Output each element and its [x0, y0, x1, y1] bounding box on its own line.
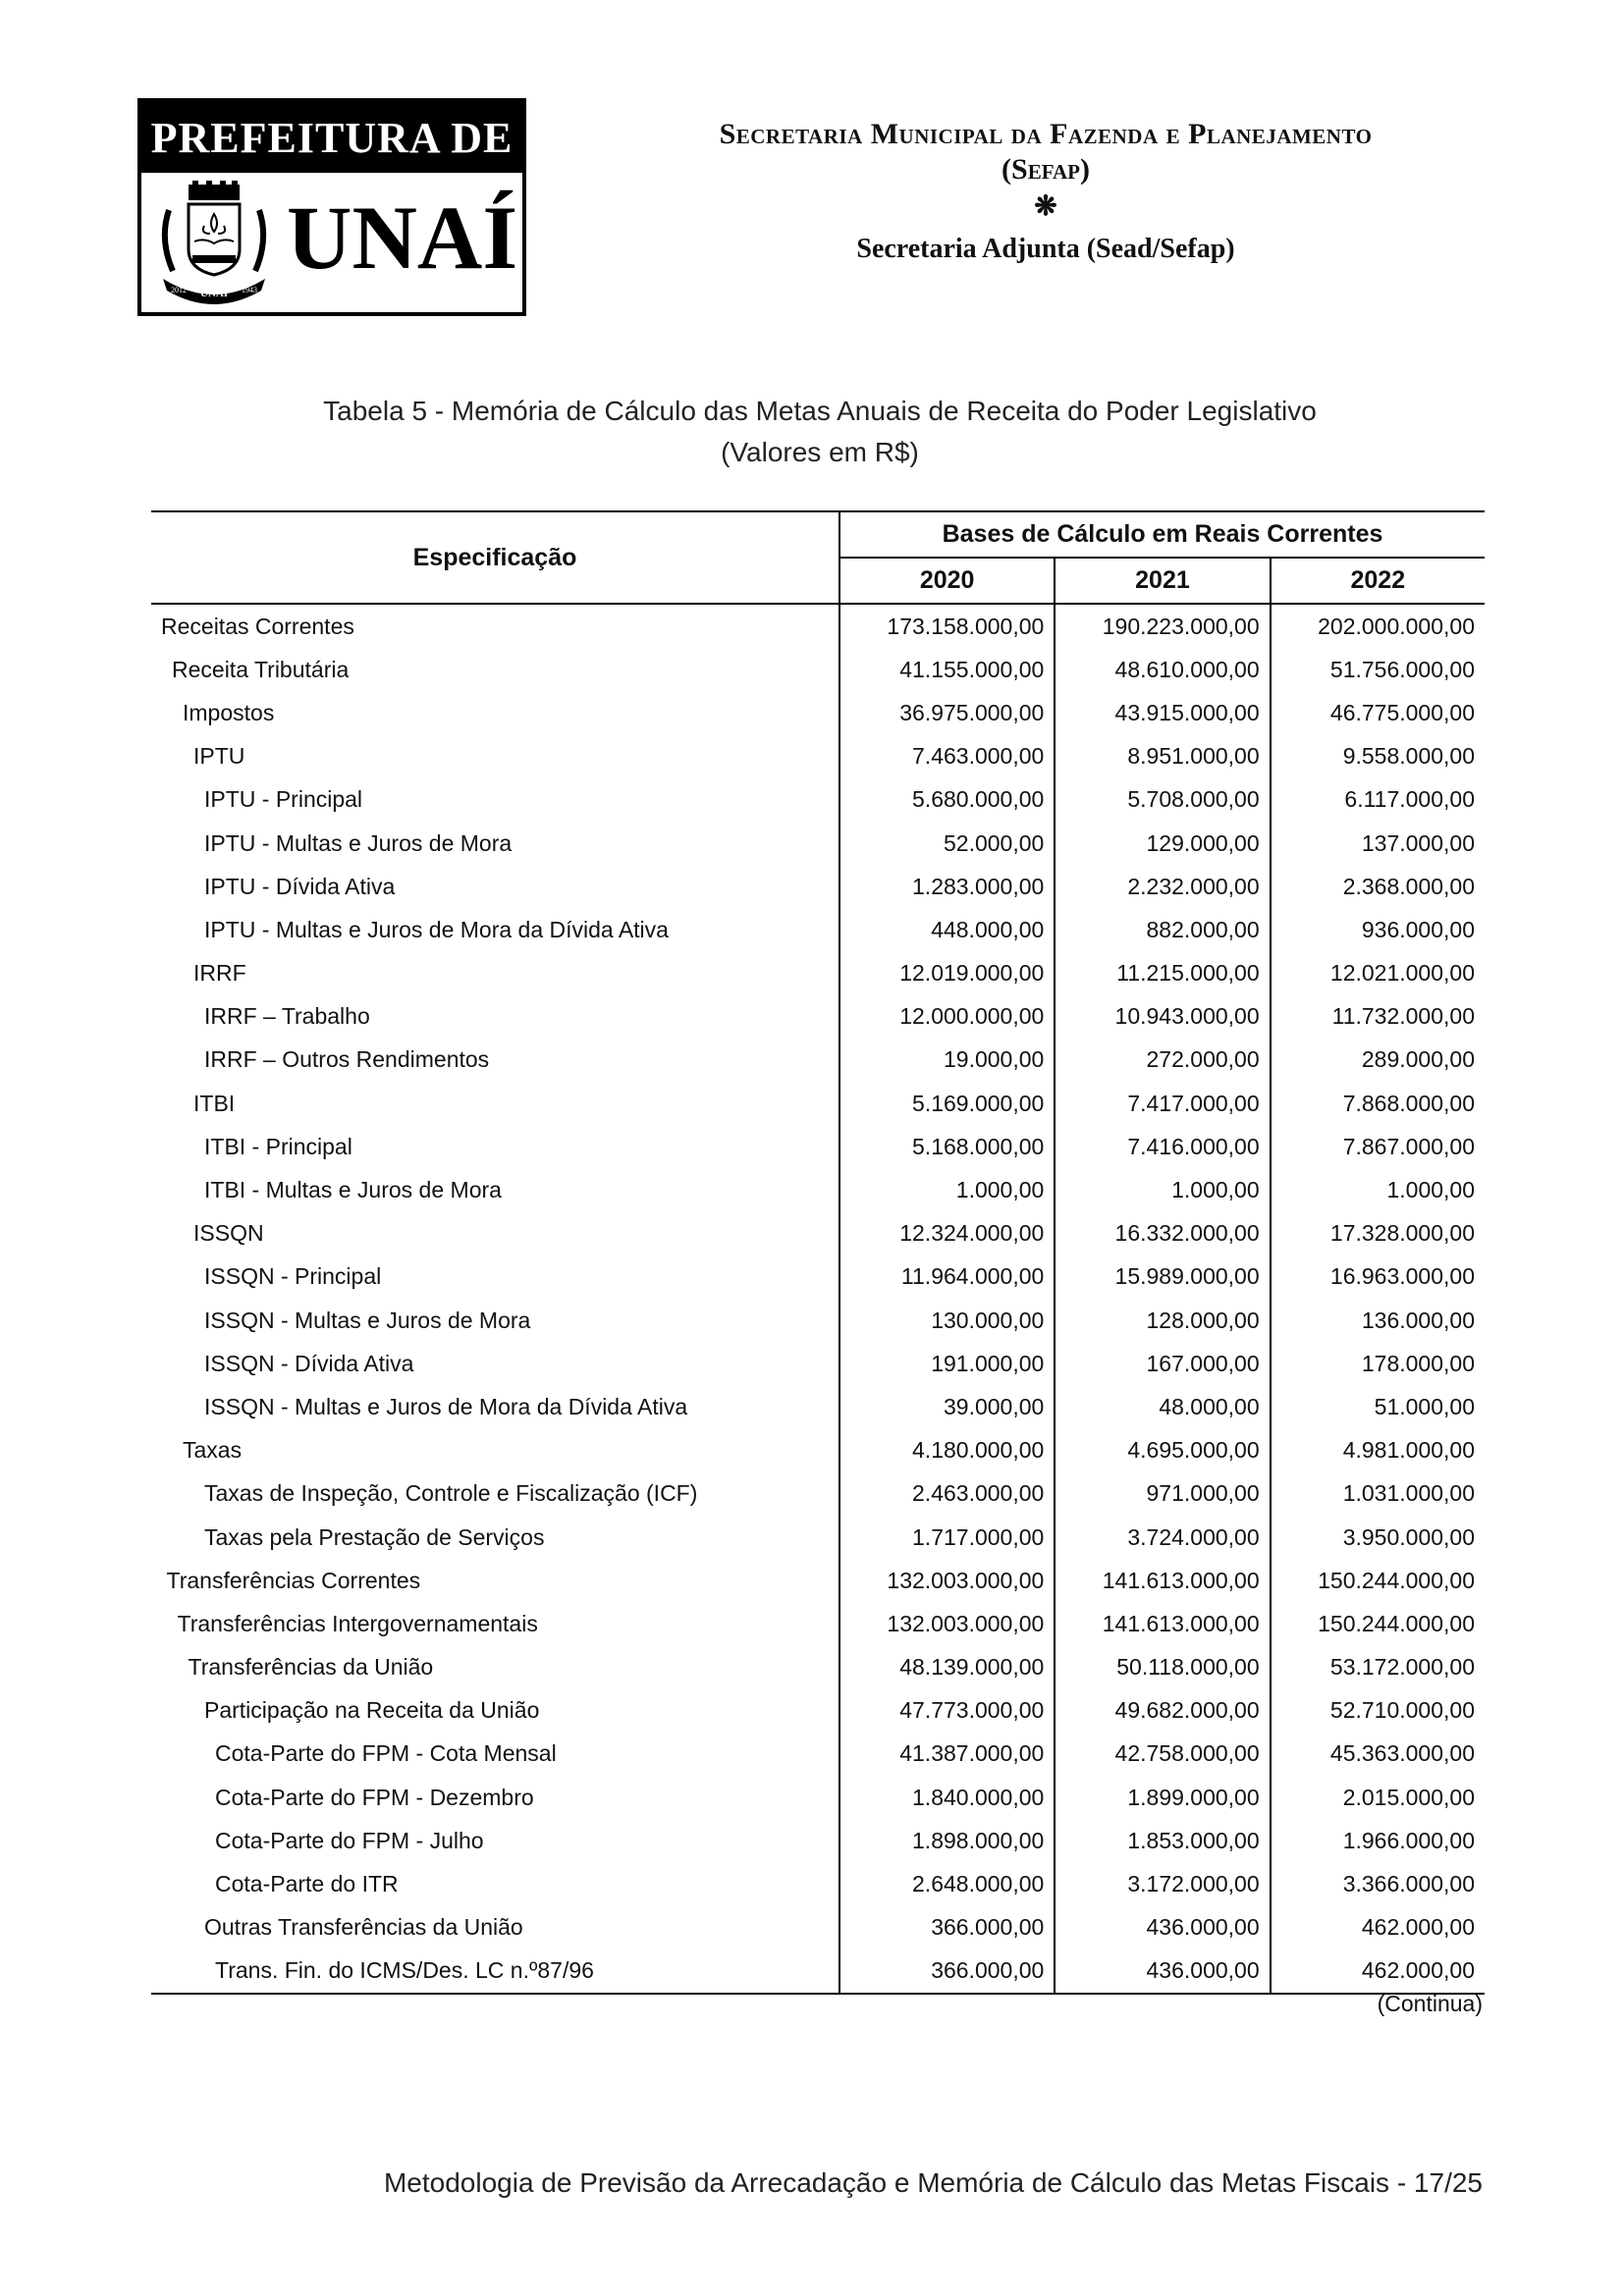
row-value-2022: 936.000,00 — [1271, 908, 1485, 951]
row-value-2020: 7.463.000,00 — [839, 735, 1055, 778]
row-value-2020: 366.000,00 — [839, 1906, 1055, 1949]
row-value-2020: 1.840.000,00 — [839, 1776, 1055, 1819]
row-label: Taxas de Inspeção, Controle e Fiscalização (ICF) — [204, 1480, 698, 1507]
row-value-2021: 43.915.000,00 — [1055, 691, 1270, 734]
table-row — [151, 1472, 1485, 1516]
row-value-2022: 11.732.000,00 — [1271, 995, 1485, 1039]
row-label: IRRF – Outros Rendimentos — [204, 1046, 490, 1073]
row-value-2021: 3.724.000,00 — [1055, 1516, 1270, 1559]
row-value-2020: 2.648.000,00 — [839, 1862, 1055, 1905]
row-value-2021: 190.223.000,00 — [1055, 604, 1270, 648]
crest-year-left: 2012 — [171, 286, 187, 294]
row-value-2021: 1.000,00 — [1055, 1168, 1270, 1211]
row-value-2021: 16.332.000,00 — [1055, 1212, 1270, 1255]
row-value-2022: 1.031.000,00 — [1271, 1472, 1485, 1516]
row-value-2022: 136.000,00 — [1271, 1299, 1485, 1342]
table-row — [151, 822, 1485, 865]
row-label: ITBI - Multas e Juros de Mora — [204, 1177, 502, 1203]
crest-year-right: 1943 — [242, 286, 257, 294]
row-value-2021: 141.613.000,00 — [1055, 1559, 1270, 1602]
prefeitura-logo — [137, 98, 526, 316]
row-label: Cota-Parte do FPM - Dezembro — [215, 1784, 534, 1810]
row-value-2020: 12.019.000,00 — [839, 952, 1055, 995]
table-row — [151, 1949, 1485, 1994]
table-row — [151, 648, 1485, 691]
table-title — [147, 391, 1492, 473]
row-value-2022: 6.117.000,00 — [1271, 778, 1485, 822]
document-header — [589, 118, 1502, 265]
row-value-2021: 3.172.000,00 — [1055, 1862, 1270, 1905]
row-label: ISSQN - Principal — [204, 1263, 382, 1290]
row-value-2022: 462.000,00 — [1271, 1906, 1485, 1949]
table-title-line1: Tabela 5 - Memória de Cálculo das Metas Anuais de Receita do Poder Legislativo — [323, 396, 1317, 426]
row-value-2020: 47.773.000,00 — [839, 1689, 1055, 1733]
row-value-2022: 7.868.000,00 — [1271, 1082, 1485, 1125]
row-label: Participação na Receita da União — [204, 1697, 540, 1724]
row-value-2022: 53.172.000,00 — [1271, 1646, 1485, 1689]
row-value-2021: 11.215.000,00 — [1055, 952, 1270, 995]
row-value-2020: 191.000,00 — [839, 1342, 1055, 1385]
row-label: IRRF – Trabalho — [204, 1003, 370, 1030]
row-value-2022: 202.000.000,00 — [1271, 604, 1485, 648]
row-value-2022: 178.000,00 — [1271, 1342, 1485, 1385]
column-header-year: 2021 — [1055, 558, 1270, 604]
table-row — [151, 1646, 1485, 1689]
table-row — [151, 1299, 1485, 1342]
row-value-2020: 173.158.000,00 — [839, 604, 1055, 648]
row-value-2020: 130.000,00 — [839, 1299, 1055, 1342]
row-label: Transferências Intergovernamentais — [177, 1610, 538, 1636]
row-value-2020: 12.000.000,00 — [839, 995, 1055, 1039]
table-row — [151, 1255, 1485, 1299]
row-value-2021: 272.000,00 — [1055, 1039, 1270, 1082]
row-label: Cota-Parte do FPM - Julho — [215, 1827, 484, 1853]
row-label: IRRF — [193, 960, 246, 987]
row-value-2022: 462.000,00 — [1271, 1949, 1485, 1994]
row-value-2020: 12.324.000,00 — [839, 1212, 1055, 1255]
row-value-2022: 9.558.000,00 — [1271, 735, 1485, 778]
column-header-year: 2020 — [839, 558, 1055, 604]
row-value-2020: 132.003.000,00 — [839, 1559, 1055, 1602]
row-value-2022: 150.244.000,00 — [1271, 1602, 1485, 1645]
row-label: ITBI — [193, 1090, 236, 1116]
row-label: IPTU - Multas e Juros de Mora da Dívida Ativa — [204, 916, 669, 942]
row-value-2022: 16.963.000,00 — [1271, 1255, 1485, 1299]
logo-top-text: PREFEITURA DE — [141, 102, 522, 173]
row-value-2021: 167.000,00 — [1055, 1342, 1270, 1385]
page-footer: Metodologia de Previsão da Arrecadação e Memória de Cálculo das Metas Fiscais - 17/25 — [383, 2167, 1483, 2198]
row-label: Impostos — [183, 699, 275, 725]
row-label: IPTU - Multas e Juros de Mora — [204, 829, 513, 856]
row-value-2021: 436.000,00 — [1055, 1949, 1270, 1994]
crest-ribbon-text: UNAÍ — [199, 288, 229, 299]
row-value-2021: 141.613.000,00 — [1055, 1602, 1270, 1645]
table-row — [151, 1212, 1485, 1255]
table-row — [151, 1039, 1485, 1082]
row-label: Transferências Correntes — [166, 1567, 421, 1593]
row-value-2020: 41.387.000,00 — [839, 1733, 1055, 1776]
row-value-2021: 10.943.000,00 — [1055, 995, 1270, 1039]
row-label: Outras Transferências da União — [204, 1914, 523, 1941]
column-header-year: 2022 — [1271, 558, 1485, 604]
row-value-2020: 19.000,00 — [839, 1039, 1055, 1082]
row-value-2022: 52.710.000,00 — [1271, 1689, 1485, 1733]
row-value-2022: 17.328.000,00 — [1271, 1212, 1485, 1255]
row-value-2021: 5.708.000,00 — [1055, 778, 1270, 822]
row-value-2020: 1.000,00 — [839, 1168, 1055, 1211]
row-value-2020: 132.003.000,00 — [839, 1602, 1055, 1645]
row-value-2022: 150.244.000,00 — [1271, 1559, 1485, 1602]
row-label: IPTU - Principal — [204, 786, 363, 813]
table-row — [151, 1819, 1485, 1862]
row-value-2022: 4.981.000,00 — [1271, 1429, 1485, 1472]
row-value-2021: 50.118.000,00 — [1055, 1646, 1270, 1689]
table-row — [151, 1082, 1485, 1125]
table-row — [151, 1733, 1485, 1776]
row-value-2020: 2.463.000,00 — [839, 1472, 1055, 1516]
row-value-2021: 1.853.000,00 — [1055, 1819, 1270, 1862]
row-value-2022: 45.363.000,00 — [1271, 1733, 1485, 1776]
row-value-2021: 48.610.000,00 — [1055, 648, 1270, 691]
table-row — [151, 604, 1485, 648]
row-value-2022: 2.015.000,00 — [1271, 1776, 1485, 1819]
row-label: IPTU — [193, 743, 245, 770]
row-value-2021: 15.989.000,00 — [1055, 1255, 1270, 1299]
row-value-2022: 1.000,00 — [1271, 1168, 1485, 1211]
row-label: IPTU - Dívida Ativa — [204, 873, 396, 899]
table-row — [151, 1559, 1485, 1602]
continuation-note: (Continua) — [1377, 1991, 1483, 2016]
table-row — [151, 995, 1485, 1039]
revenue-table — [151, 510, 1485, 1995]
table-row — [151, 778, 1485, 822]
row-value-2020: 1.283.000,00 — [839, 865, 1055, 908]
row-value-2022: 3.366.000,00 — [1271, 1862, 1485, 1905]
row-label: ITBI - Principal — [204, 1133, 352, 1159]
row-value-2020: 448.000,00 — [839, 908, 1055, 951]
row-value-2020: 5.680.000,00 — [839, 778, 1055, 822]
row-value-2022: 46.775.000,00 — [1271, 691, 1485, 734]
row-value-2021: 42.758.000,00 — [1055, 1733, 1270, 1776]
row-value-2020: 5.169.000,00 — [839, 1082, 1055, 1125]
row-value-2020: 11.964.000,00 — [839, 1255, 1055, 1299]
table-row — [151, 1342, 1485, 1385]
row-label: Cota-Parte do ITR — [215, 1871, 399, 1897]
table-row — [151, 1125, 1485, 1168]
logo-city-name: UNAÍ — [287, 187, 518, 288]
row-label: ISSQN — [193, 1220, 264, 1247]
row-label: Taxas — [183, 1437, 243, 1464]
table-row — [151, 1168, 1485, 1211]
row-label: ISSQN - Multas e Juros de Mora — [204, 1307, 531, 1333]
ornament-star-icon: ❋ — [1034, 191, 1057, 222]
table-row — [151, 1776, 1485, 1819]
row-value-2022: 7.867.000,00 — [1271, 1125, 1485, 1168]
column-group-header: Bases de Cálculo em Reais Correntes — [839, 511, 1485, 558]
row-label: Taxas pela Prestação de Serviços — [204, 1523, 545, 1550]
row-value-2022: 2.368.000,00 — [1271, 865, 1485, 908]
row-value-2022: 3.950.000,00 — [1271, 1516, 1485, 1559]
table-row — [151, 1862, 1485, 1905]
table-row — [151, 1385, 1485, 1428]
row-value-2022: 51.756.000,00 — [1271, 648, 1485, 691]
row-value-2020: 52.000,00 — [839, 822, 1055, 865]
table-row — [151, 908, 1485, 951]
row-value-2021: 4.695.000,00 — [1055, 1429, 1270, 1472]
row-value-2022: 137.000,00 — [1271, 822, 1485, 865]
table-title-units: (Valores em R$) — [721, 437, 919, 467]
row-label: Trans. Fin. do ICMS/Des. LC n.º87/96 — [151, 1949, 839, 1994]
coat-of-arms-icon — [155, 181, 273, 306]
row-value-2020: 39.000,00 — [839, 1385, 1055, 1428]
row-value-2021: 2.232.000,00 — [1055, 865, 1270, 908]
header-sub-secretariat: Secretaria Adjunta (Sead/Sefap) — [856, 234, 1235, 264]
row-label: Receitas Correntes — [161, 613, 354, 639]
row-value-2021: 882.000,00 — [1055, 908, 1270, 951]
row-value-2021: 971.000,00 — [1055, 1472, 1270, 1516]
header-secretariat: Secretaria Municipal da Fazenda e Planejamento — [719, 118, 1373, 150]
row-value-2021: 48.000,00 — [1055, 1385, 1270, 1428]
row-value-2020: 366.000,00 — [839, 1949, 1055, 1994]
table-row — [151, 1429, 1485, 1472]
row-value-2022: 289.000,00 — [1271, 1039, 1485, 1082]
row-value-2021: 7.417.000,00 — [1055, 1082, 1270, 1125]
row-label: Cota-Parte do FPM - Cota Mensal — [215, 1740, 557, 1767]
row-value-2020: 48.139.000,00 — [839, 1646, 1055, 1689]
row-value-2022: 1.966.000,00 — [1271, 1819, 1485, 1862]
row-value-2021: 1.899.000,00 — [1055, 1776, 1270, 1819]
row-value-2021: 128.000,00 — [1055, 1299, 1270, 1342]
row-label: Receita Tributária — [172, 656, 350, 682]
row-value-2020: 1.898.000,00 — [839, 1819, 1055, 1862]
table-row — [151, 1516, 1485, 1559]
row-value-2022: 12.021.000,00 — [1271, 952, 1485, 995]
column-header-specification: Especificação — [151, 511, 839, 604]
row-value-2021: 7.416.000,00 — [1055, 1125, 1270, 1168]
table-row — [151, 1906, 1485, 1949]
table-row — [151, 865, 1485, 908]
row-value-2020: 41.155.000,00 — [839, 648, 1055, 691]
row-value-2021: 129.000,00 — [1055, 822, 1270, 865]
row-value-2020: 1.717.000,00 — [839, 1516, 1055, 1559]
row-label: ISSQN - Dívida Ativa — [204, 1350, 414, 1376]
row-label: ISSQN - Multas e Juros de Mora da Dívida Ativa — [204, 1393, 688, 1419]
row-value-2021: 8.951.000,00 — [1055, 735, 1270, 778]
row-value-2021: 436.000,00 — [1055, 1906, 1270, 1949]
table-row — [151, 691, 1485, 734]
row-label: Transferências da União — [188, 1654, 434, 1681]
table-row — [151, 952, 1485, 995]
table-row — [151, 1689, 1485, 1733]
table-row — [151, 1602, 1485, 1645]
row-value-2021: 49.682.000,00 — [1055, 1689, 1270, 1733]
row-value-2020: 36.975.000,00 — [839, 691, 1055, 734]
row-value-2022: 51.000,00 — [1271, 1385, 1485, 1428]
header-acronym: (Sefap) — [1001, 153, 1090, 186]
table-row — [151, 735, 1485, 778]
row-value-2020: 5.168.000,00 — [839, 1125, 1055, 1168]
row-value-2020: 4.180.000,00 — [839, 1429, 1055, 1472]
